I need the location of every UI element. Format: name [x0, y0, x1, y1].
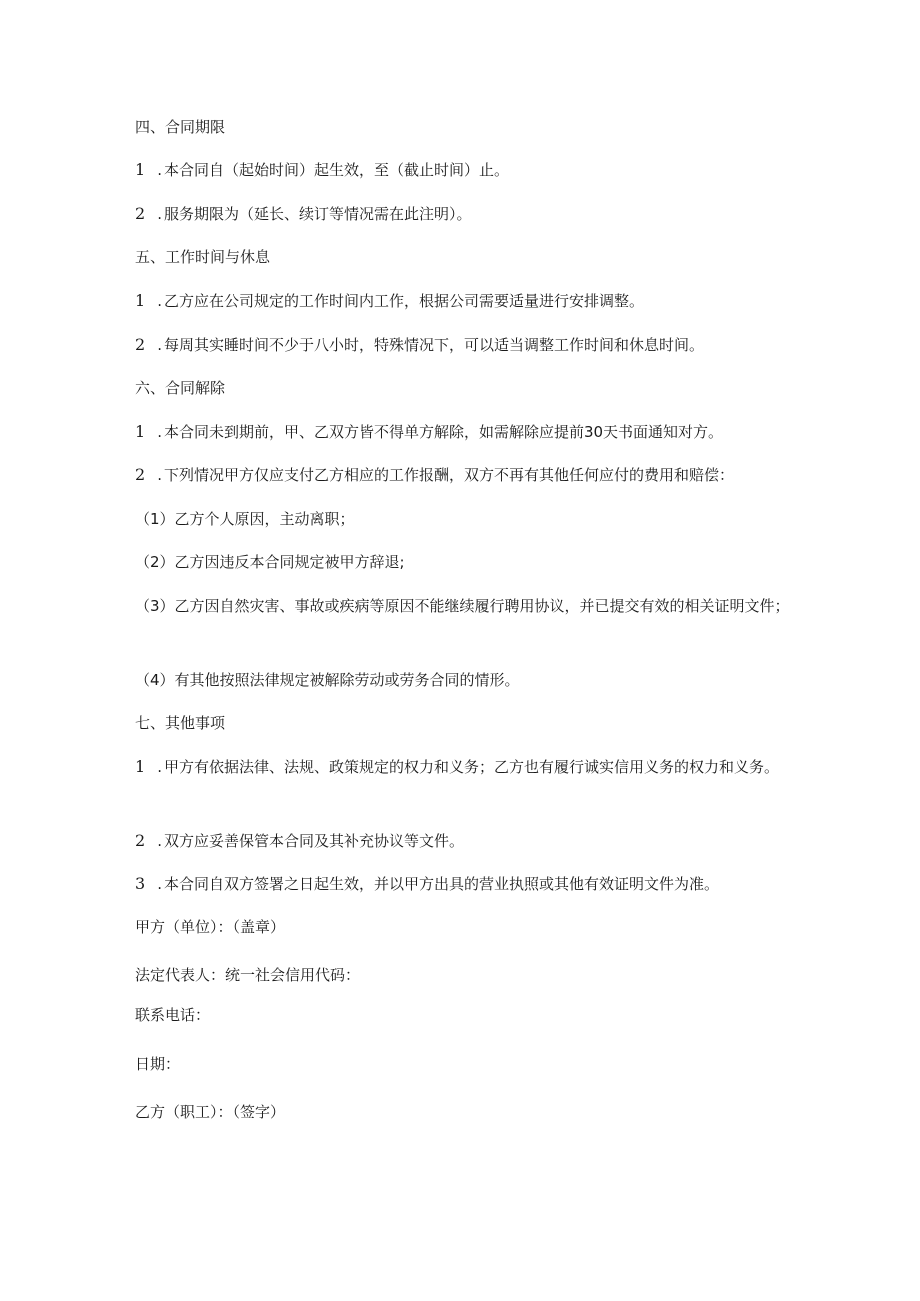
item-dot: . — [157, 336, 162, 354]
item-number: 1 — [135, 422, 146, 441]
item-text: 本合同自双方签署之日起生效，并以甲方出具的营业执照或其他有效证明文件为准。 — [163, 875, 719, 893]
section-heading-worktime: 五、工作时间与休息 — [135, 248, 271, 266]
item-text: 下列情况甲方仅应支付乙方相应的工作报酬，双方不再有其他任何应付的费用和赔偿： — [163, 466, 734, 484]
list-item — [135, 289, 795, 313]
sub-item: （4）有其他按照法律规定被解除劳动或劳务合同的情形。 — [135, 671, 520, 689]
item-number: 2 — [135, 831, 146, 850]
item-text: 双方应妥善保管本合同及其补充协议等文件。 — [163, 832, 464, 850]
party-b-label: 乙方（职工）：（签字） — [135, 1103, 286, 1121]
section-heading-other: 七、其他事项 — [135, 714, 226, 732]
item-number: 2 — [135, 465, 146, 484]
item-text: 乙方应在公司规定的工作时间内工作，根据公司需要适量进行安排调整。 — [163, 292, 644, 310]
item-number: 2 — [135, 204, 146, 223]
party-a-label: 甲方（单位）：（盖章） — [135, 918, 286, 936]
legal-rep-label: 法定代表人：统一社会信用代码： — [135, 966, 361, 984]
list-item — [135, 420, 795, 444]
item-text: 每周其实睡时间不少于八小时，特殊情况下，可以适当调整工作时间和休息时间。 — [163, 336, 704, 354]
item-text: 甲方有依据法律、法规、政策规定的权力和义务；乙方也有履行诚实信用义务的权力和义务。 — [163, 758, 779, 776]
sub-item: （3）乙方因自然灾害、事故或疾病等原因不能继续履行聘用协议，并已提交有效的相关证明文件； — [135, 597, 790, 615]
list-item — [135, 755, 795, 779]
phone-label: 联系电话： — [135, 1006, 211, 1024]
section-heading-termination: 六、合同解除 — [135, 379, 226, 397]
list-item — [135, 463, 795, 487]
item-dot: . — [157, 832, 162, 850]
item-dot: . — [157, 875, 162, 893]
item-number: 1 — [135, 291, 146, 310]
item-text: 本合同自（起始时间）起生效，至（截止时间）止。 — [163, 161, 509, 179]
list-item — [135, 202, 795, 226]
section-heading-term: 四、合同期限 — [135, 118, 226, 136]
item-number: 3 — [135, 874, 146, 893]
sub-item: （1）乙方个人原因，主动离职； — [135, 510, 355, 528]
item-text: 本合同未到期前，甲、乙双方皆不得单方解除，如需解除应提前30天书面通知对方。 — [163, 423, 724, 441]
item-number: 1 — [135, 160, 146, 179]
list-item — [135, 829, 795, 853]
item-dot: . — [157, 161, 162, 179]
item-dot: . — [157, 423, 162, 441]
item-dot: . — [157, 205, 162, 223]
item-text: 服务期限为（延长、续订等情况需在此注明）。 — [163, 205, 472, 223]
item-dot: . — [157, 466, 162, 484]
sub-item: （2）乙方因违反本合同规定被甲方辞退; — [135, 553, 405, 571]
item-dot: . — [157, 758, 162, 776]
item-dot: . — [157, 292, 162, 310]
item-number: 1 — [135, 757, 146, 776]
date-label: 日期： — [135, 1055, 181, 1073]
list-item — [135, 158, 795, 182]
list-item — [135, 333, 795, 357]
item-number: 2 — [135, 335, 146, 354]
list-item — [135, 872, 795, 896]
